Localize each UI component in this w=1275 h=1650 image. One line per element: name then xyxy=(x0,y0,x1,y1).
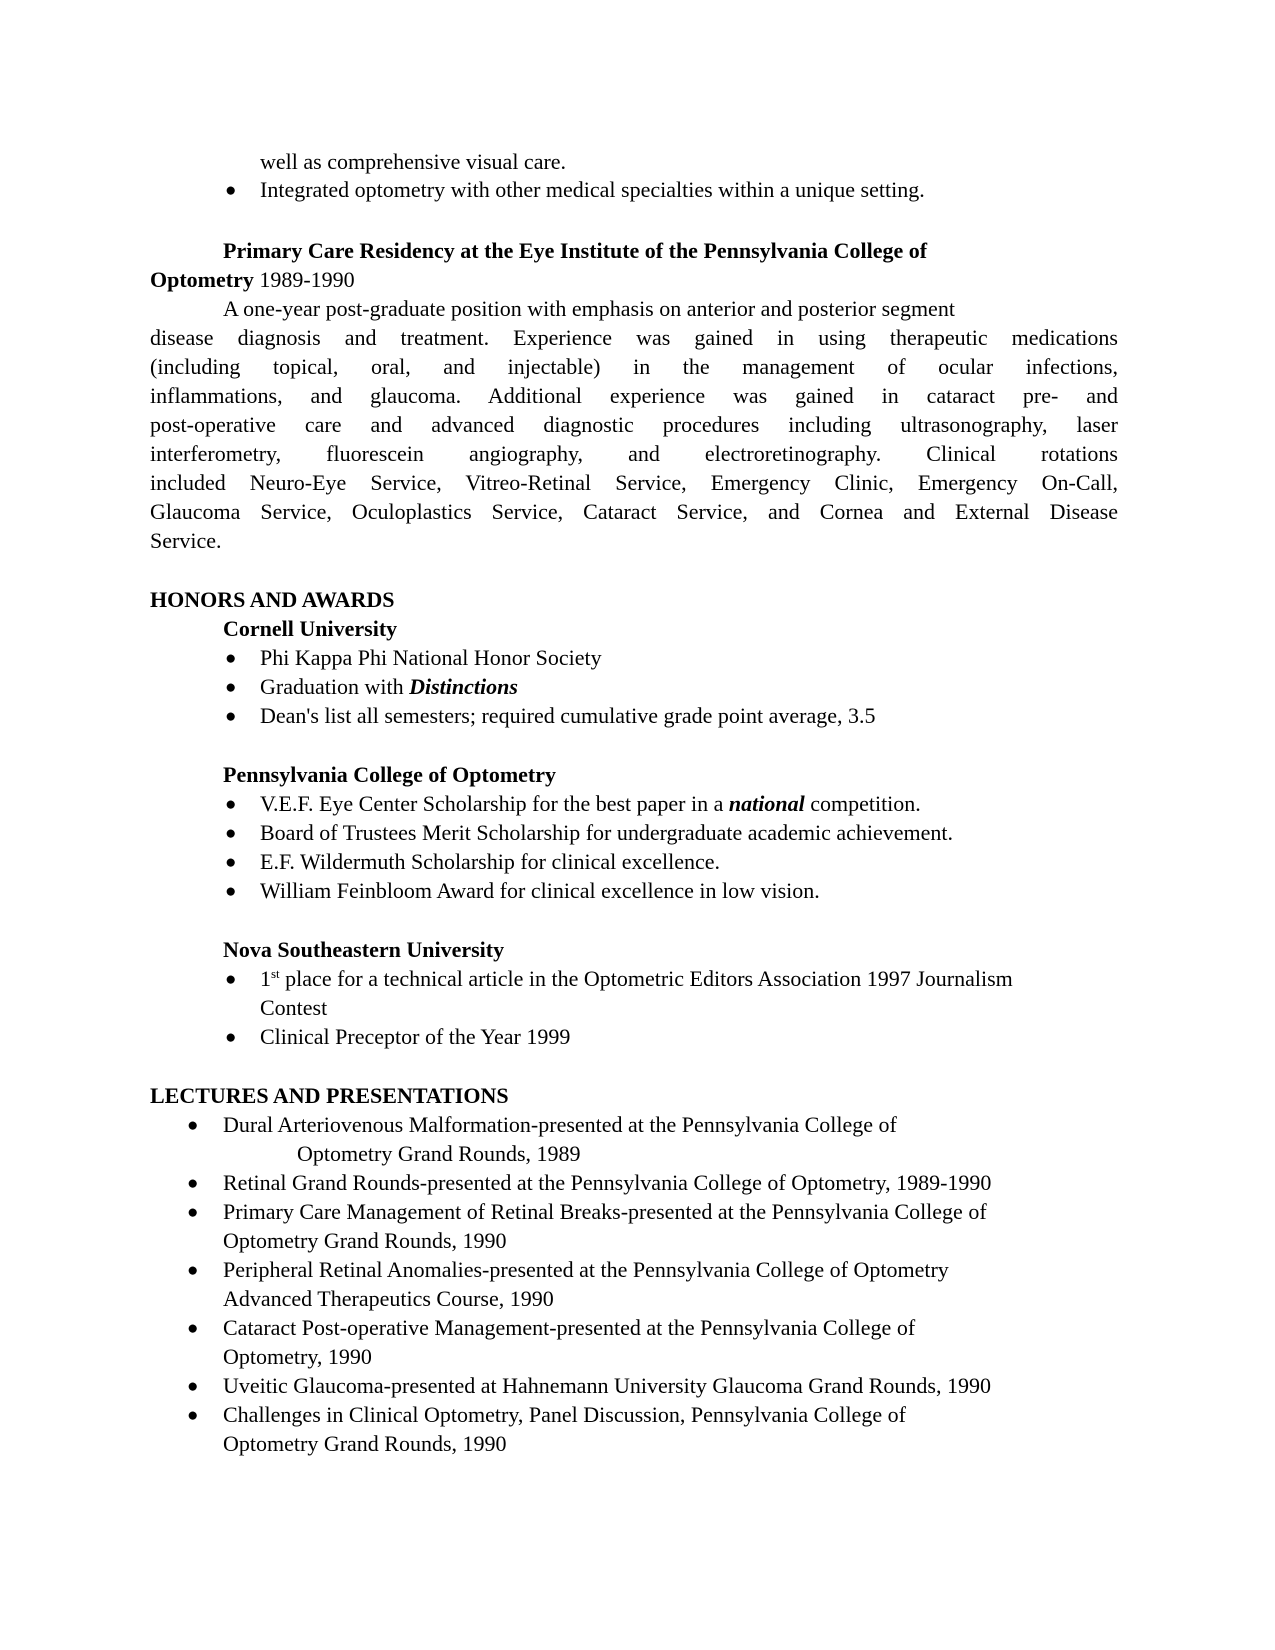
list-item-continuation: well as comprehensive visual care. xyxy=(260,149,567,174)
lecture-item: Peripheral Retinal Anomalies-presented at the Pennsylvania College of Optometry xyxy=(223,1257,949,1282)
list-item xyxy=(260,790,921,818)
bullet-icon: ● xyxy=(187,1260,199,1281)
list-item: Phi Kappa Phi National Honor Society xyxy=(260,645,602,670)
place-number: 1 xyxy=(260,966,271,991)
list-item: Clinical Preceptor of the Year 1999 xyxy=(260,1024,571,1049)
vef-emphasis: national xyxy=(728,791,805,816)
lecture-item: Challenges in Clinical Optometry, Panel Discussion, Pennsylvania College of xyxy=(223,1402,906,1427)
residency-para-line: A one-year post-graduate position with emphasis on anterior and posterior segment xyxy=(223,296,955,321)
residency-para-line: interferometry, fluorescein angiography, and electroretinography. Clinical rotations xyxy=(150,441,1118,466)
list-item xyxy=(260,673,518,701)
graduation-emphasis: Distinctions xyxy=(409,674,518,699)
lecture-item-continuation: Optometry, 1990 xyxy=(223,1344,372,1369)
bullet-icon: ● xyxy=(187,1115,199,1136)
residency-para-line: included Neuro-Eye Service, Vitreo-Retinal Service, Emergency Clinic, Emergency On-Call, xyxy=(150,470,1118,495)
list-item xyxy=(260,965,1013,993)
residency-years: 1989-1990 xyxy=(253,267,355,292)
bullet-icon: ● xyxy=(187,1376,199,1397)
pco-heading: Pennsylvania College of Optometry xyxy=(223,762,557,787)
residency-para-line: inflammations, and glaucoma. Additional experience was gained in cataract pre- and xyxy=(150,383,1118,408)
bullet-icon: ● xyxy=(225,648,237,669)
bullet-icon: ● xyxy=(225,706,237,727)
lecture-item: Cataract Post-operative Management-presented at the Pennsylvania College of xyxy=(223,1315,916,1340)
list-item: William Feinbloom Award for clinical excellence in low vision. xyxy=(260,878,820,903)
bullet-icon: ● xyxy=(225,794,237,815)
vef-text-end: competition. xyxy=(804,791,921,816)
residency-para-line: Glaucoma Service, Oculoplastics Service, Cataract Service, and Cornea and External Disease xyxy=(150,499,1118,524)
bullet-icon: ● xyxy=(225,969,237,990)
residency-title-bold: Optometry xyxy=(150,267,254,292)
bullet-icon: ● xyxy=(225,677,237,698)
residency-para-line: disease diagnosis and treatment. Experience was gained in using therapeutic medications xyxy=(150,325,1118,350)
residency-para-line: post-operative care and advanced diagnostic procedures including ultrasonography, laser xyxy=(150,412,1118,437)
lecture-item-continuation: Optometry Grand Rounds, 1990 xyxy=(223,1228,507,1253)
lecture-item: Primary Care Management of Retinal Breaks-presented at the Pennsylvania College of xyxy=(223,1199,987,1224)
bullet-icon: ● xyxy=(225,823,237,844)
lecture-item: Retinal Grand Rounds-presented at the Pennsylvania College of Optometry, 1989-1990 xyxy=(223,1170,992,1195)
bullet-icon: ● xyxy=(187,1202,199,1223)
vef-text: V.E.F. Eye Center Scholarship for the best paper in a xyxy=(260,791,729,816)
bullet-icon: ● xyxy=(225,1027,237,1048)
lecture-item-continuation: Optometry Grand Rounds, 1989 xyxy=(297,1141,581,1166)
bullet-icon: ● xyxy=(187,1318,199,1339)
list-item: E.F. Wildermuth Scholarship for clinical excellence. xyxy=(260,849,721,874)
lecture-item-continuation: Advanced Therapeutics Course, 1990 xyxy=(223,1286,554,1311)
residency-title-line2 xyxy=(150,266,355,294)
residency-para-line: Service. xyxy=(150,528,222,553)
lecture-item-continuation: Optometry Grand Rounds, 1990 xyxy=(223,1431,507,1456)
residency-title: Primary Care Residency at the Eye Institute of the Pennsylvania College of xyxy=(223,238,928,263)
list-item: Dean's list all semesters; required cumulative grade point average, 3.5 xyxy=(260,703,876,728)
lecture-item: Dural Arteriovenous Malformation-presented at the Pennsylvania College of xyxy=(223,1112,897,1137)
bullet-icon: ● xyxy=(225,881,237,902)
residency-para-line: (including topical, oral, and injectable) in the management of ocular infections, xyxy=(150,354,1118,379)
bullet-icon: ● xyxy=(225,852,237,873)
place-text: place for a technical article in the Optometric Editors Association 1997 Journalism xyxy=(279,966,1013,991)
graduation-text: Graduation with xyxy=(260,674,410,699)
cornell-heading: Cornell University xyxy=(223,616,398,641)
list-item-continuation: Contest xyxy=(260,995,328,1020)
bullet-icon: ● xyxy=(225,180,237,201)
place-suffix: st xyxy=(271,966,280,981)
nova-heading: Nova Southeastern University xyxy=(223,937,505,962)
list-item: Board of Trustees Merit Scholarship for undergraduate academic achievement. xyxy=(260,820,953,845)
lecture-item: Uveitic Glaucoma-presented at Hahnemann University Glaucoma Grand Rounds, 1990 xyxy=(223,1373,991,1398)
bullet-icon: ● xyxy=(187,1173,199,1194)
list-item: Integrated optometry with other medical specialties within a unique setting. xyxy=(260,177,925,202)
lectures-heading: LECTURES AND PRESENTATIONS xyxy=(150,1083,509,1108)
honors-heading: HONORS AND AWARDS xyxy=(150,587,395,612)
bullet-icon: ● xyxy=(187,1405,199,1426)
